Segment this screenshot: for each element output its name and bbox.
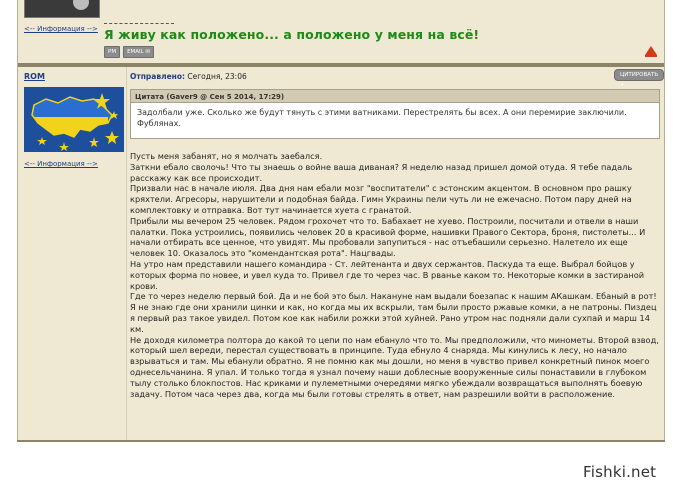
frame-bottom-border — [17, 440, 665, 442]
previous-post-buttons — [104, 46, 154, 58]
posted-meta — [130, 72, 247, 81]
post-line: Призвали нас в начале июля. Два дня нам ебали мозг "воспитатели" с эстонским акцентом. В основном про рашку кряхтели. Агресоры, нарушители и подобная байда. Гимн Украины пели чуть ли не ежечасно. Потом пару дней на комплектовку и отправка. Вот тут начинается хуета с гранатой. — [130, 183, 632, 215]
email-button[interactable] — [123, 46, 154, 58]
previous-avatar — [24, 0, 100, 18]
previous-info-link[interactable]: <-- Информация --> — [24, 25, 98, 33]
author-name[interactable]: ROM — [24, 72, 45, 81]
forum-frame — [17, 0, 665, 441]
quote-button-label: ЦИТИРОВАТЬ — [620, 72, 659, 78]
post-line: Прибыли мы вечером 25 человек. Рядом грохочет что то. Бабахает не хуево. Построили, посчитали и отвели в наши палатки. Пока устроились, появились человек 20 в красивой форме, нашивки Правого Сектора, броня, пистолеты... И начали отбирать все ценное, что увидят. Мы пробовали запупиться - нас отъебашили серьезно. Налетело их еще человек 10. Оказалось это "комендантская рота". Нацгвады. — [130, 215, 646, 259]
quote-body: Задолбали уже. Сколько же будут тянуть с этими ватниками. Перестрелять бы всех. А они перемирие заключили. Фублянах. — [130, 103, 660, 139]
quote-button[interactable] — [614, 69, 664, 88]
plus-icon: + — [620, 82, 625, 88]
ukraine-map-flag-icon — [24, 87, 124, 152]
scroll-top-icon[interactable] — [645, 46, 657, 55]
pm-button[interactable]: PM — [104, 46, 120, 58]
signature-divider — [104, 23, 174, 24]
post-line: На утро нам представили нашего командира - Ст. лейтенанта и двух сержантов. Паскуда та еще. Выбрал бойцов у которых форма по новее, и увел куда то. Привел где то через час. В рванье каком то. Некоторые комки в застираной крови. — [130, 258, 645, 291]
quote-header: Цитата (Gaver9 @ Сен 5 2014, 17:29) — [130, 89, 660, 103]
mail-icon: ✉ — [145, 49, 151, 55]
column-divider — [126, 67, 127, 441]
avatar — [24, 87, 124, 152]
post-line: Заткни ебало сволочь! Что ты знаешь о войне ваша диваная? Я неделю назад пришел домой отуда. Я тебе падаль расскажу как все происходит. — [130, 161, 633, 183]
watermark: Fishki.net — [583, 463, 657, 481]
post-line: Пусть меня забанят, но я молчать заебался. — [130, 151, 323, 161]
post-body — [130, 151, 660, 399]
previous-signature-title: Я живу как положено... а положено у меня на всё! — [104, 27, 480, 42]
post-separator — [18, 63, 664, 67]
post-line: Где то через неделю первый бой. Да и не бой это был. Накануне нам выдали боезапас к нашим АКашкам. Ебаный в рот! Я не знаю где они хранили цинки и как, но когда мы их вскрыли, там были просто ржавые комки, а не патроны. Пиздец я первый раз такое увидел. Потом кое как набили рожки этой хуйней. Рано утром нас подняли дали сухпай и марш 14 км. — [130, 291, 657, 334]
email-button-label: EMAIL — [127, 49, 144, 55]
posted-time: Сегодня, 23:06 — [185, 72, 247, 81]
author-info-link[interactable]: <-- Информация --> — [24, 160, 98, 168]
post-line: Не доходя километра полтора до какой то цепи по нам ебануло что то. Мы предположили, что минометы. Второй взвод, который шел вереди, перестал существовать в принципе. Туда ебнуло 4 снаряда. Мы кинулись к лесу, но начало взрываться и там. Мы ебанули обратно. Я не помню как мы дошли, но меня в чувство привел конкретный пинок моего однесельчанина. Я упал. И только тогда я узнал почему наши доблесные вооруженные силы понаставили в глубоком тылу столько блокпостов. Нас криками и пулеметными очередями мягко убеждали возвращаться выполнять боевую задачу. Потом часа через два, когда мы были готовы стрелять в ответ, нам разрешили войти в расположение. — [130, 334, 659, 399]
posted-label: Отправлено: — [130, 72, 185, 81]
